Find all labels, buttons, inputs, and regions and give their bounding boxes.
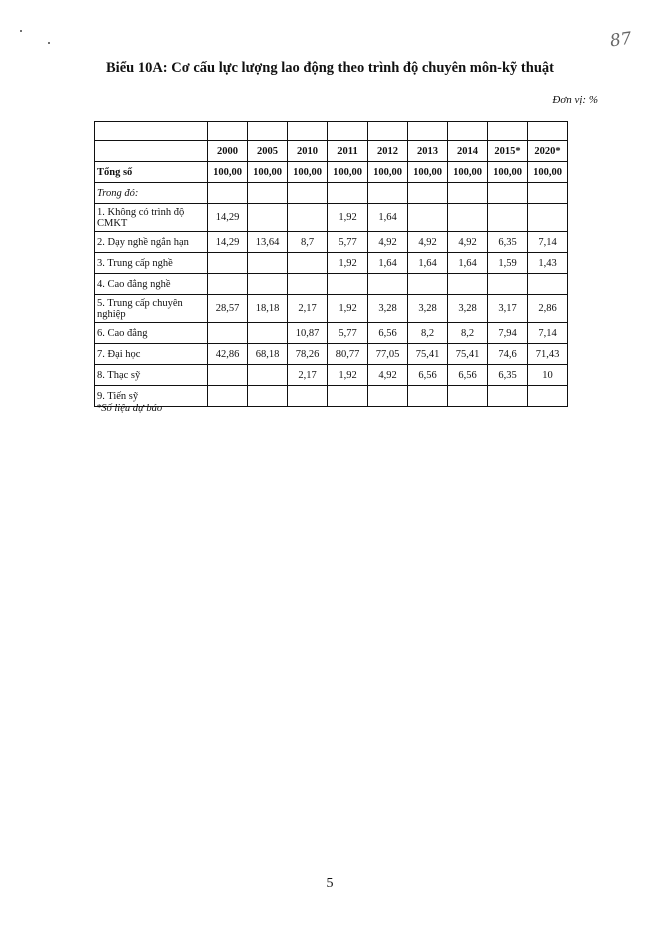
table-row: [95, 323, 568, 344]
header-corner-cell: [95, 141, 208, 162]
footnote: *Số liệu dự báo: [96, 403, 163, 414]
row-label-cell: 7. Đại học: [95, 344, 208, 365]
row-label-cell: Trong đó:: [95, 183, 208, 204]
value-cell: [368, 386, 408, 407]
row-label-cell: 2. Dạy nghề ngắn hạn: [95, 232, 208, 253]
table-row: [95, 344, 568, 365]
value-cell: [208, 386, 248, 407]
handwritten-page-note: 87: [608, 28, 633, 52]
row-label-cell: 3. Trung cấp nghề: [95, 253, 208, 274]
value-cell: 1,92: [328, 365, 368, 386]
value-cell: 78,26: [288, 344, 328, 365]
value-cell: 100,00: [528, 162, 568, 183]
value-cell: 1,64: [408, 253, 448, 274]
scan-speck: [20, 30, 22, 32]
year-header-cell: 2020*: [528, 141, 568, 162]
value-cell: [368, 274, 408, 295]
value-cell: 5,77: [328, 323, 368, 344]
year-header-cell: 2014: [448, 141, 488, 162]
value-cell: 1,64: [368, 253, 408, 274]
value-cell: 4,92: [368, 232, 408, 253]
value-cell: 6,35: [488, 365, 528, 386]
value-cell: 10,87: [288, 323, 328, 344]
spacer-cell: [448, 122, 488, 141]
value-cell: [208, 253, 248, 274]
value-cell: [408, 183, 448, 204]
value-cell: 1,92: [328, 253, 368, 274]
value-cell: 1,92: [328, 204, 368, 232]
value-cell: [248, 253, 288, 274]
value-cell: [368, 183, 408, 204]
value-cell: [288, 274, 328, 295]
value-cell: 4,92: [408, 232, 448, 253]
row-label-cell: 8. Thạc sỹ: [95, 365, 208, 386]
value-cell: [208, 274, 248, 295]
value-cell: 80,77: [328, 344, 368, 365]
value-cell: 2,86: [528, 295, 568, 323]
spacer-cell: [488, 122, 528, 141]
value-cell: 100,00: [448, 162, 488, 183]
value-cell: [448, 204, 488, 232]
table-row: [95, 183, 568, 204]
value-cell: 28,57: [208, 295, 248, 323]
unit-label: Đơn vị: %: [552, 94, 598, 106]
value-cell: [488, 204, 528, 232]
year-header-cell: 2010: [288, 141, 328, 162]
value-cell: [288, 204, 328, 232]
value-cell: [408, 274, 448, 295]
value-cell: 75,41: [408, 344, 448, 365]
value-cell: [248, 365, 288, 386]
value-cell: [488, 183, 528, 204]
value-cell: [248, 323, 288, 344]
value-cell: 74,6: [488, 344, 528, 365]
value-cell: [528, 386, 568, 407]
spacer-row: [95, 122, 568, 141]
table-row: [95, 253, 568, 274]
value-cell: 1,92: [328, 295, 368, 323]
value-cell: 2,17: [288, 295, 328, 323]
value-cell: 3,28: [408, 295, 448, 323]
header-row: [95, 141, 568, 162]
value-cell: 8,2: [408, 323, 448, 344]
value-cell: [528, 183, 568, 204]
value-cell: 4,92: [448, 232, 488, 253]
value-cell: 6,56: [408, 365, 448, 386]
value-cell: [528, 274, 568, 295]
year-header-cell: 2005: [248, 141, 288, 162]
value-cell: [288, 386, 328, 407]
value-cell: [328, 183, 368, 204]
spacer-cell: [95, 122, 208, 141]
value-cell: 13,64: [248, 232, 288, 253]
value-cell: 7,14: [528, 232, 568, 253]
row-label-cell: 4. Cao đẳng nghề: [95, 274, 208, 295]
value-cell: 3,28: [368, 295, 408, 323]
value-cell: [248, 274, 288, 295]
value-cell: 100,00: [288, 162, 328, 183]
value-cell: [248, 183, 288, 204]
value-cell: [448, 183, 488, 204]
table-row: [95, 295, 568, 323]
value-cell: [248, 386, 288, 407]
value-cell: [328, 274, 368, 295]
value-cell: 2,17: [288, 365, 328, 386]
year-header-cell: 2015*: [488, 141, 528, 162]
row-label-cell: Tổng số: [95, 162, 208, 183]
year-header-cell: 2012: [368, 141, 408, 162]
table-row: [95, 365, 568, 386]
value-cell: 18,18: [248, 295, 288, 323]
value-cell: 14,29: [208, 232, 248, 253]
value-cell: [248, 204, 288, 232]
year-header-cell: 2013: [408, 141, 448, 162]
value-cell: [288, 183, 328, 204]
value-cell: 6,56: [368, 323, 408, 344]
value-cell: 75,41: [448, 344, 488, 365]
value-cell: 1,64: [448, 253, 488, 274]
table-row: [95, 162, 568, 183]
spacer-cell: [328, 122, 368, 141]
value-cell: 100,00: [488, 162, 528, 183]
row-label-cell: 1. Không có trình độ CMKT: [95, 204, 208, 232]
value-cell: 3,17: [488, 295, 528, 323]
spacer-cell: [288, 122, 328, 141]
spacer-cell: [248, 122, 288, 141]
spacer-cell: [408, 122, 448, 141]
row-label-cell: 5. Trung cấp chuyên nghiệp: [95, 295, 208, 323]
value-cell: [528, 204, 568, 232]
value-cell: 7,14: [528, 323, 568, 344]
year-header-cell: 2000: [208, 141, 248, 162]
value-cell: 6,56: [448, 365, 488, 386]
value-cell: [488, 386, 528, 407]
value-cell: [288, 253, 328, 274]
value-cell: 14,29: [208, 204, 248, 232]
value-cell: 68,18: [248, 344, 288, 365]
spacer-cell: [368, 122, 408, 141]
spacer-cell: [528, 122, 568, 141]
value-cell: [328, 386, 368, 407]
value-cell: 100,00: [368, 162, 408, 183]
value-cell: 100,00: [248, 162, 288, 183]
value-cell: 100,00: [408, 162, 448, 183]
value-cell: 6,35: [488, 232, 528, 253]
value-cell: [208, 323, 248, 344]
labor-structure-table: [94, 121, 568, 407]
value-cell: [408, 386, 448, 407]
value-cell: [448, 386, 488, 407]
value-cell: 10: [528, 365, 568, 386]
value-cell: [448, 274, 488, 295]
value-cell: 71,43: [528, 344, 568, 365]
value-cell: 1,43: [528, 253, 568, 274]
value-cell: 1,59: [488, 253, 528, 274]
table-row: [95, 274, 568, 295]
row-label-cell: 6. Cao đẳng: [95, 323, 208, 344]
value-cell: [488, 274, 528, 295]
value-cell: 100,00: [328, 162, 368, 183]
value-cell: 1,64: [368, 204, 408, 232]
value-cell: 100,00: [208, 162, 248, 183]
value-cell: 4,92: [368, 365, 408, 386]
value-cell: 5,77: [328, 232, 368, 253]
value-cell: 42,86: [208, 344, 248, 365]
value-cell: 7,94: [488, 323, 528, 344]
value-cell: 3,28: [448, 295, 488, 323]
table-row: [95, 232, 568, 253]
table-row: [95, 386, 568, 407]
value-cell: [408, 204, 448, 232]
table-row: [95, 204, 568, 232]
scan-speck: [48, 42, 50, 44]
row-label-cell: 9. Tiến sỹ: [95, 386, 208, 407]
spacer-cell: [208, 122, 248, 141]
document-title: Biểu 10A: Cơ cấu lực lượng lao động theo trình độ chuyên môn-kỹ thuật: [106, 60, 554, 76]
value-cell: [208, 365, 248, 386]
value-cell: 8,2: [448, 323, 488, 344]
page-number: 5: [326, 876, 334, 891]
year-header-cell: 2011: [328, 141, 368, 162]
value-cell: 77,05: [368, 344, 408, 365]
value-cell: 8,7: [288, 232, 328, 253]
value-cell: [208, 183, 248, 204]
